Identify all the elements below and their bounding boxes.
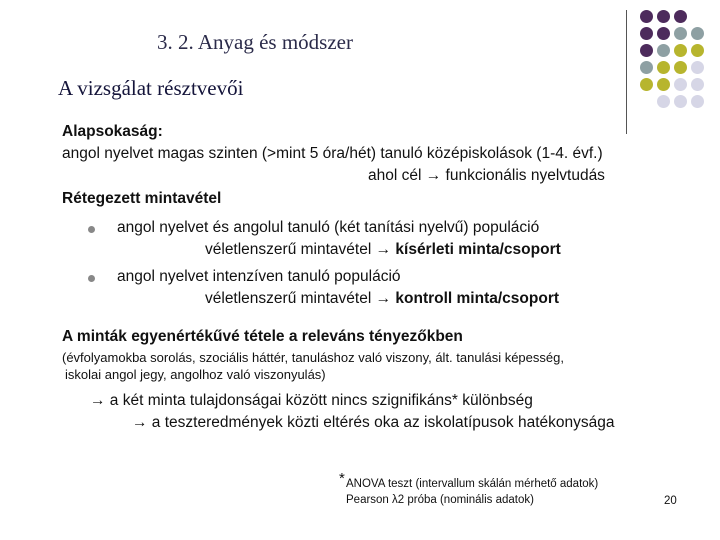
decorative-dot [674, 95, 687, 108]
decorative-dot [640, 44, 653, 57]
decorative-dot [657, 27, 670, 40]
decorative-dot [691, 44, 704, 57]
decorative-dot [691, 78, 704, 91]
population-line-2: ahol cél → funkcionális nyelvtudás [368, 167, 605, 184]
bullet-1-line-1: angol nyelvet és angolul tanuló (két tanítási nyelvű) populáció [117, 219, 540, 236]
decorative-dot [657, 44, 670, 57]
decorative-dot [657, 61, 670, 74]
decorative-dot [674, 27, 687, 40]
decorative-dot [657, 78, 670, 91]
page-number: 20 [664, 495, 677, 507]
decorative-dot [691, 27, 704, 40]
decorative-dot [691, 95, 704, 108]
matching-heading: A minták egyenértékűvé tétele a releváns tényezőkben [62, 328, 463, 345]
population-heading: Alapsokaság: [62, 123, 163, 140]
decorative-dot [674, 78, 687, 91]
section-title: 3. 2. Anyag és módszer [157, 30, 353, 54]
decorative-dot [691, 61, 704, 74]
decorative-dot [657, 95, 670, 108]
decorative-dot [640, 27, 653, 40]
footnote-asterisk: * [339, 470, 345, 487]
decorative-dot [657, 10, 670, 23]
bullet-1-line-2: véletlenszerű mintavétel → kísérleti minta/csoport [205, 241, 561, 258]
bullet-2-line-1: angol nyelvet intenzíven tanuló populáció [117, 268, 401, 285]
slide-subtitle: A vizsgálat résztvevői [58, 76, 244, 100]
decorative-dot [640, 78, 653, 91]
bullet-1-emphasis: kísérleti minta/csoport [395, 241, 561, 258]
bullet-marker-1 [88, 226, 95, 233]
decorative-dot [674, 10, 687, 23]
bullet-marker-2 [88, 275, 95, 282]
bullet-2-emphasis: kontroll minta/csoport [395, 290, 560, 307]
decorative-divider [626, 10, 627, 134]
decorative-dot [674, 61, 687, 74]
population-line-1: angol nyelvet magas szinten (>mint 5 óra/hét) tanuló középiskolások (1-4. évf.) [62, 145, 603, 162]
footnote-line-2: Pearson λ2 próba (nominális adatok) [346, 494, 534, 506]
decorative-dot [674, 44, 687, 57]
conclusion-line-1: → a két minta tulajdonságai között nincs szignifikáns* különbség [90, 392, 533, 409]
matching-note-line-1: (évfolyamokba sorolás, szociális háttér, tanuláshoz való viszony, ált. tanulási képesség, [62, 350, 564, 365]
bullet-2-line-2: véletlenszerű mintavétel → kontroll minta/csoport [205, 290, 560, 307]
decorative-dot-grid [640, 10, 720, 110]
decorative-dot [640, 10, 653, 23]
sampling-heading: Rétegezett mintavétel [62, 190, 222, 207]
footnote-line-1: ANOVA teszt (intervallum skálán mérhető adatok) [346, 478, 599, 490]
matching-note-line-2: iskolai angol jegy, angolhoz való viszonyulás) [65, 367, 326, 382]
conclusion-line-2: → a teszteredmények közti eltérés oka az iskolatípusok hatékonysága [132, 414, 615, 431]
decorative-dot [640, 61, 653, 74]
